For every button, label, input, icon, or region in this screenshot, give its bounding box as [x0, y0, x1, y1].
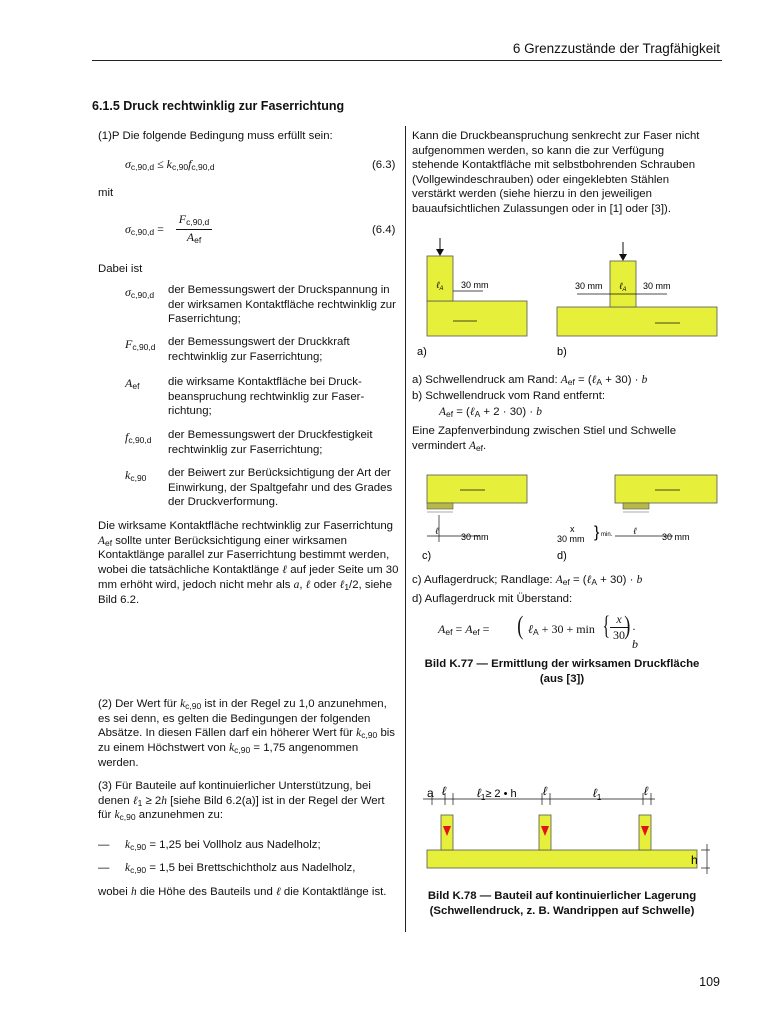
- label-d: d): [557, 550, 567, 562]
- symbol-force: $F_{c,90,d}$: [125, 337, 156, 352]
- formula-item-d-equation: $A_{ef} = A_{ef}$ = ( ℓ$_A$ + 30 + min { x 30 ) · b: [438, 611, 638, 652]
- paragraph-3: (3) Für Bauteile auf kontinuierlicher Unterstützung, bei denen ℓ$_1$ ≥ 2h [siehe Bild 6.2(a)] ist in der Regel der Wert für $k_{c,90}$ anzunehmen zu:: [98, 780, 385, 823]
- label-l: ℓ: [543, 784, 547, 798]
- bullet-vollholz: $k_{c,90} = 1,25$ bei Vollholz aus Nadelholz;: [125, 839, 321, 852]
- sill-beam-a: [427, 301, 527, 336]
- beam-d: [615, 475, 717, 503]
- sill-beam-b: [557, 307, 717, 336]
- label-30mm-d-left: 30 mm: [557, 534, 585, 544]
- label-x-d: x: [570, 524, 575, 534]
- label-l: ℓ: [442, 784, 446, 798]
- label-h: h: [691, 853, 698, 867]
- equation-6-4: $\sigma_{c,90,d}$ =: [125, 222, 164, 237]
- bullet-dash: —: [98, 862, 110, 874]
- dabei-label: Dabei ist: [98, 263, 143, 275]
- zapfen-paragraph: Eine Zapfenverbindung zwischen Stiel und Schwelle vermindert $A_{ef}$.: [412, 425, 677, 453]
- label-30mm-b-left: 30 mm: [575, 281, 603, 291]
- label-c: c): [422, 550, 432, 562]
- figure-k77-caption: Bild K.77 — Ermittlung der wirksamen Druckfläche (aus [3]): [424, 658, 700, 685]
- section-title: 6.1.5 Druck rechtwinklig zur Faserrichtung: [92, 99, 345, 113]
- post-a: [427, 256, 453, 301]
- formula-item-a: a) Schwellendruck am Rand: $A_{ef}$ = (ℓ$_A$ + 30) · b: [412, 374, 648, 387]
- paragraph-2: (2) Der Wert für $k_{c,90}$ ist in der Regel zu 1,0 anzunehmen, es sei denn, es gelten die Bedingungen der folgenden Absätze. In diesen Fällen darf ein höherer Wert für $k_{c,90}$ bis zu einem Höchstwert von $k_{c,90} = 1,75$ angenommen werden.: [98, 698, 395, 770]
- label-a: a: [427, 786, 434, 800]
- beam-c: [427, 475, 527, 503]
- label-30mm-c: 30 mm: [461, 532, 489, 542]
- continuous-sill: [427, 850, 697, 868]
- label-la-b: ℓ$_A$: [619, 281, 627, 293]
- bearing-d: [623, 503, 649, 509]
- paragraph-contact-area: Die wirksame Kontaktfläche rechtwinklig zur Faserrichtung $A_{ef}$ sollte unter Berücksichtigung einer wirksamen Kontaktlänge parallel zur Faserrichtung bestimmt werden, wobei die tatsächliche Kontaktlänge ℓ auf jeder Seite um 30 mm erhöht wird, jedoch nicht mehr als a, ℓ oder ℓ$_1$/2, siehe Bild 6.2.: [98, 520, 399, 606]
- figure-k78: [405, 780, 725, 890]
- definition-text: die wirksame Kontaktfläche bei Druckbeanspruchung rechtwinklig zur Faserrichtung;: [168, 376, 365, 418]
- figure-k78-caption: Bild K.78 — Bauteil auf kontinuierlicher Lagerung (Schwellendruck, z. B. Wandrippen auf Schwelle): [427, 890, 697, 917]
- post-b: [610, 261, 636, 307]
- mit-label: mit: [98, 187, 114, 199]
- label-b: b): [557, 346, 567, 358]
- label-l-d: ℓ: [633, 526, 637, 536]
- label-l1: ℓ$_1$≥ 2 • h: [477, 786, 517, 802]
- figure-k77-ab: [405, 236, 725, 361]
- formula-item-b: b) Schwellendruck vom Rand entfernt:: [412, 390, 606, 402]
- page-number: 109: [699, 975, 720, 989]
- formula-item-c: c) Auflagerdruck; Randlage: $A_{ef}$ = (ℓ$_A$ + 30) · b: [412, 574, 643, 587]
- symbol-kc90: $k_{c,90}$: [125, 468, 147, 483]
- symbol-strength: $f_{c,90,d}$: [125, 430, 152, 445]
- label-30mm-a: 30 mm: [461, 280, 489, 290]
- label-30mm-b-right: 30 mm: [643, 281, 671, 291]
- figure-k77-cd: [405, 470, 725, 565]
- equation-number-6-4: (6.4): [372, 224, 396, 236]
- definition-text: der Beiwert zur Berücksichtigung der Art der Einwirkung, der Spaltgefahr und des Grades der Druckverformung.: [168, 467, 393, 509]
- definition-text: der Bemessungswert der Druckkraft rechtwinklig zur Faserrichtung;: [168, 336, 350, 363]
- brace-d: }: [594, 524, 600, 541]
- force-arrowhead-a: [436, 249, 444, 256]
- bearing-c: [427, 503, 453, 509]
- equation-6-3: $\sigma_{c,90,d} \le k_{c,90}f_{c,90,d}$: [125, 157, 215, 172]
- formula-item-d: d) Auflagerdruck mit Überstand:: [412, 593, 573, 605]
- running-header: 6 Grenzzustände der Tragfähigkeit: [512, 41, 720, 56]
- label-la-a: ℓ$_A$: [436, 280, 444, 292]
- bullet-dash: —: [98, 839, 110, 851]
- label-a: a): [417, 346, 427, 358]
- header-rule: [92, 60, 722, 61]
- label-l: ℓ: [644, 784, 648, 798]
- label-30mm-d: 30 mm: [662, 532, 690, 542]
- paragraph-1-intro: (1)P Die folgende Bedingung muss erfüllt sein:: [98, 130, 333, 142]
- bullet-brettschichtholz: $k_{c,90} = 1,5$ bei Brettschichtholz aus Nadelholz,: [125, 862, 356, 875]
- label-min-d: min.: [601, 532, 613, 538]
- label-l1: ℓ$_1$: [593, 786, 602, 802]
- symbol-area: $A_{ef}$: [125, 376, 140, 391]
- paragraph-final: wobei h die Höhe des Bauteils und ℓ die Kontaktlänge ist.: [98, 886, 387, 898]
- definition-text: der Bemessungswert der Druckspannung in der wirksamen Kontaktfläche rechtwinklig zur Faserrichtung;: [168, 284, 396, 326]
- equation-number-6-3: (6.3): [372, 159, 396, 171]
- symbol-sigma: $\sigma_{c,90,d}$: [125, 285, 155, 300]
- definition-text: der Bemessungswert der Druckfestigkeit rechtwinklig zur Faserrichtung;: [168, 429, 373, 456]
- formula-item-b-equation: $A_{ef}$ = (ℓ$_A$ + 2 · 30) · b: [439, 406, 542, 419]
- label-l-c: ℓ: [435, 526, 439, 536]
- right-intro-paragraph: Kann die Druckbeanspruchung senkrecht zur Faser nicht aufgenommen werden, so kann die zur Verfügung stehende Kontaktfläche mit selbstbohrenden Schrauben (Vollgewindeschrauben) oder eingeklebten Stählen verstärkt werden (siehe hierzu in den jeweiligen bauaufsichtlichen Zulassungen oder in [1] oder [3]).: [412, 130, 700, 215]
- force-arrowhead-b: [619, 254, 627, 261]
- equation-6-4-fraction: $F_{c,90,d}$ $A_{ef}$: [176, 212, 212, 246]
